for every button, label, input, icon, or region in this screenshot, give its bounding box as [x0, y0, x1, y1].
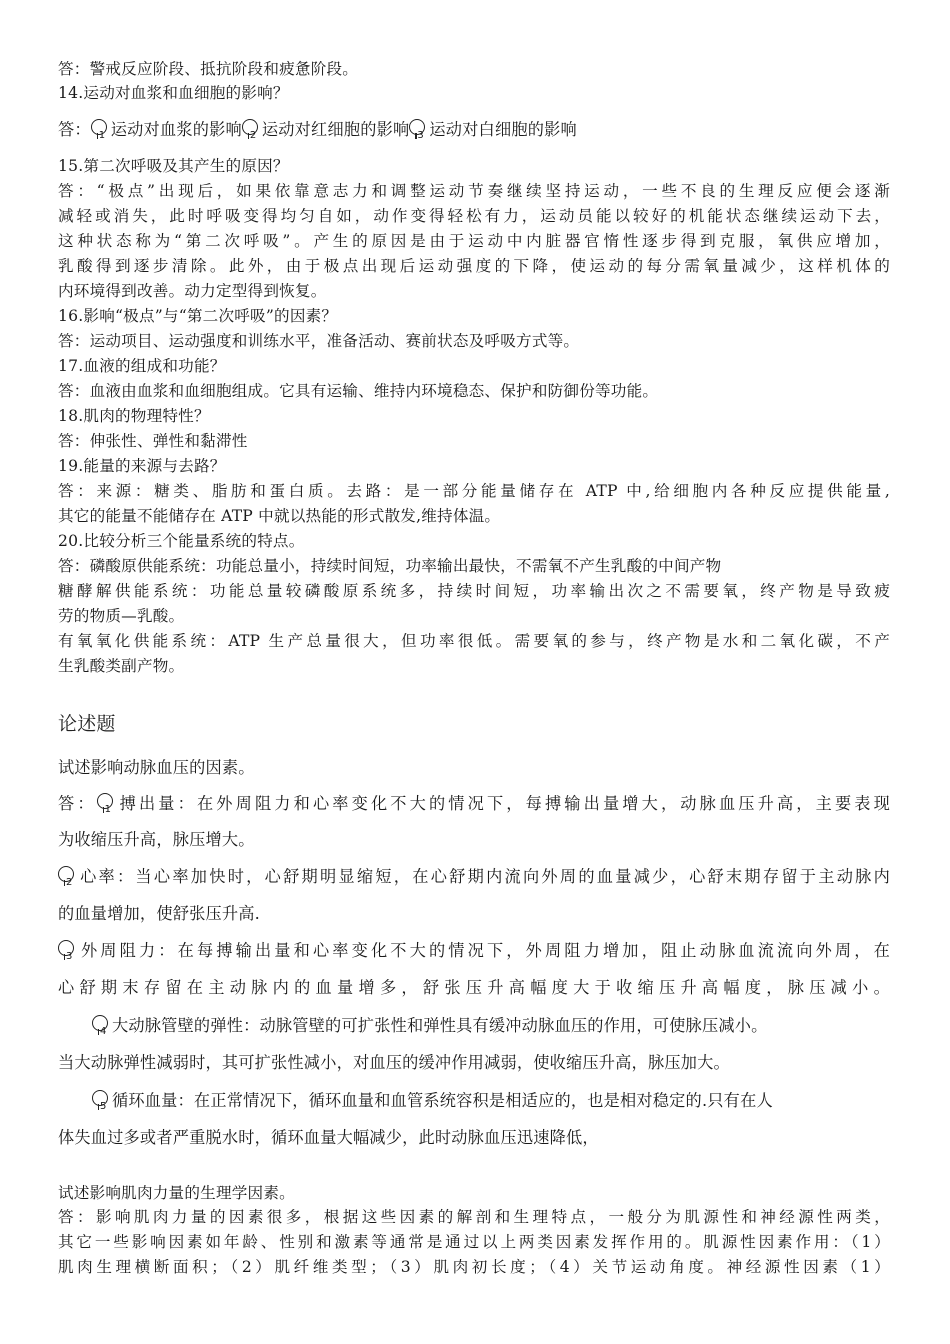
circled-number-icon: 3	[58, 940, 76, 962]
circled-number-icon: 4	[92, 1015, 110, 1037]
answer-line: 答：伸张性、弹性和黏滞性	[58, 432, 248, 450]
answer-line: 这种状态称为“第二次呼吸”。产生的原因是由于运动中内脏器官惰性逐步得到克服，氧供应增加，	[58, 232, 890, 250]
answer-line: 减轻或消失，此时呼吸变得均匀自如，动作变得轻松有力，运动员能以较好的机能状态继续运动下去，	[58, 207, 890, 225]
essay-answer-line: 其它一些影响因素如年龄、性别和激素等通常是通过以上两类因素发挥作用的。肌源性因素作用：（1）	[58, 1233, 890, 1251]
circled-number-icon: 3	[409, 119, 427, 141]
answer-line: 答：警戒反应阶段、抵抗阶段和疲惫阶段。	[58, 60, 359, 78]
essay-answer-line: 2 心率：当心率加快时，心舒期明显缩短，在心舒期内流向外周的血量减少，心舒末期存留于主动脉内	[58, 866, 890, 888]
essay-question-2: 试述影响肌肉力量的生理学因素。	[58, 1184, 295, 1202]
essay-answer-line: 3 外周阻力：在每搏输出量和心率变化不大的情况下，外周阻力增加，阻止动脉血流流向外周，在	[58, 940, 890, 962]
essay-answer-line: 的血量增加，使舒张压升高.	[58, 904, 260, 923]
circled-number-icon: 1	[91, 119, 109, 141]
answer-line: 答：血液由血浆和血细胞组成。它具有运输、维持内环境稳态、保护和防御份等功能。	[58, 382, 659, 400]
answer-14	[58, 119, 577, 141]
answer-item: 运动对血浆的影响	[110, 120, 242, 139]
essay-question-1: 试述影响动脉血压的因素。	[58, 758, 255, 777]
essay-answer-line: 心舒期末存留在主动脉内的血量增多，舒张压升高幅度大于收缩压升高幅度，脉压减小。	[58, 978, 890, 997]
circled-number-icon: 2	[58, 866, 76, 888]
answer-item: 运动对白细胞的影响	[429, 120, 577, 139]
answer-prefix: 答：	[58, 120, 91, 139]
answer-line: 糖酵解供能系统：功能总量较磷酸原系统多，持续时间短，功率输出次之不需要氧，终产物是导致疲	[58, 582, 890, 600]
essay-answer-line: 4 大动脉管壁的弹性：动脉管壁的可扩张性和弹性具有缓冲动脉血压的作用，可使脉压减小。	[92, 1015, 768, 1037]
essay-answer-line: 答： 1 搏出量：在外周阻力和心率变化不大的情况下，每搏输出量增大，动脉血压升高，主要表现	[58, 794, 890, 815]
answer-line: 答：“极点”出现后，如果依靠意志力和调整运动节奏继续坚持运动，一些不良的生理反应便会逐渐	[58, 182, 890, 200]
question-19: 19.能量的来源与去路？	[58, 457, 226, 475]
answer-line: 生乳酸类副产物。	[58, 657, 185, 675]
essay-answer-line: 为收缩压升高，脉压增大。	[58, 830, 255, 849]
answer-line: 内环境得到改善。动力定型得到恢复。	[58, 282, 327, 300]
question-17: 17.血液的组成和功能？	[58, 357, 226, 375]
circled-number-icon: 2	[242, 119, 260, 141]
question-15: 15.第二次呼吸及其产生的原因？	[58, 157, 289, 175]
essay-answer-line: 当大动脉弹性减弱时，其可扩张性减小，对血压的缓冲作用减弱，使收缩压升高，脉压加大。	[58, 1053, 730, 1072]
answer-item: 运动对红细胞的影响	[261, 120, 410, 139]
question-14: 14.运动对血浆和血细胞的影响？	[58, 84, 289, 102]
circled-number-icon: 1	[97, 793, 115, 815]
answer-line: 答：磷酸原供能系统：功能总量小，持续时间短，功率输出最快，不需氧不产生乳酸的中间产物	[58, 557, 722, 575]
answer-line: 答：来源：糖类、脂肪和蛋白质。去路：是一部分能量储存在 ATP 中,给细胞内各种反应提供能量,	[58, 482, 890, 500]
answer-line: 有氧氧化供能系统：ATP 生产总量很大，但功率很低。需要氧的参与，终产物是水和二氧化碳，不产	[58, 632, 890, 650]
section-heading: 论述题	[58, 713, 116, 735]
circled-number-icon: 5	[92, 1090, 110, 1112]
essay-answer-line: 体失血过多或者严重脱水时，循环血量大幅减少，此时动脉血压迅速降低，	[58, 1128, 599, 1147]
essay-answer-line: 5 循环血量：在正常情况下，循环血量和血管系统容积是相适应的，也是相对稳定的.只有在人	[92, 1090, 773, 1112]
answer-line: 劳的物质—乳酸。	[58, 607, 185, 625]
answer-line: 其它的能量不能储存在 ATP 中就以热能的形式散发,维持体温。	[58, 507, 501, 525]
essay-answer-line: 肌肉生理横断面积；（2）肌纤维类型；（3）肌肉初长度；（4）关节运动角度。神经源性因素（1）	[58, 1258, 890, 1276]
answer-line: 答：运动项目、运动强度和训练水平，准备活动、赛前状态及呼吸方式等。	[58, 332, 580, 350]
question-20: 20.比较分析三个能量系统的特点。	[58, 532, 305, 550]
essay-answer-line: 答：影响肌肉力量的因素很多，根据这些因素的解剖和生理特点，一般分为肌源性和神经源性两类，	[58, 1208, 890, 1226]
question-18: 18.肌肉的物理特性？	[58, 407, 210, 425]
question-16: 16.影响“极点”与“第二次呼吸”的因素？	[58, 307, 338, 325]
answer-line: 乳酸得到逐步清除。此外，由于极点出现后运动强度的下降，使运动的每分需氧量减少，这样机体的	[58, 257, 890, 275]
